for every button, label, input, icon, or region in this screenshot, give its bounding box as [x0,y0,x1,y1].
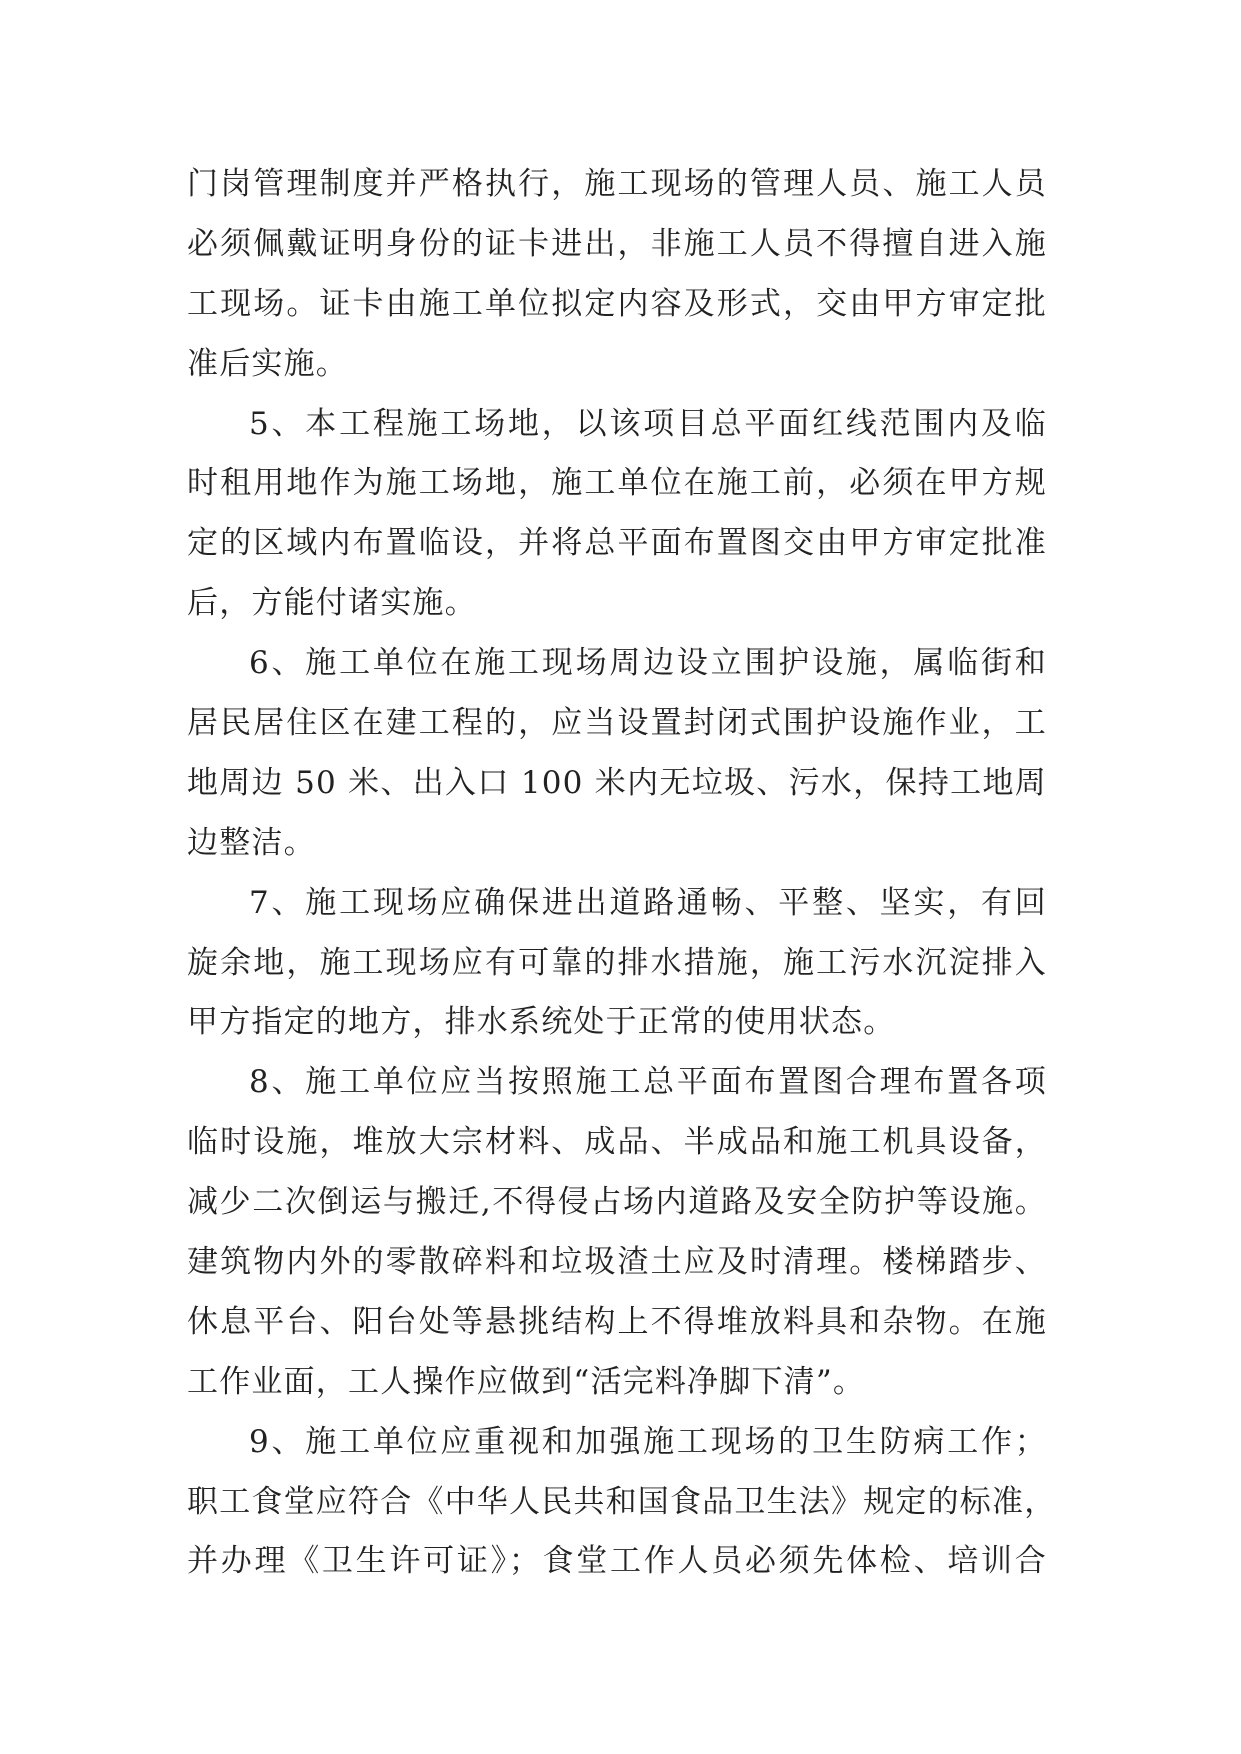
text-line: 后，方能付诸实施。 [187,585,477,622]
text-line: 边整洁。 [187,824,316,861]
text-line: 时租用地作为施工场地，施工单位在施工前，必须在甲方规 [187,465,1047,502]
text-line: 减少二次倒运与搬迁,不得侵占场内道路及安全防护等设施。 [187,1184,1047,1221]
text-line: 工作业面，工人操作应做到“活完料净脚下清”。 [187,1363,866,1400]
text-line: 甲方指定的地方，排水系统处于正常的使用状态。 [187,1004,896,1041]
text-line: 5、本工程施工场地，以该项目总平面红线范围内及临 [249,405,1047,442]
text-line: 并办理《卫生许可证》；食堂工作人员必须先体检、培训合 [187,1543,1047,1580]
text-line: 8、施工单位应当按照施工总平面布置图合理布置各项 [249,1064,1047,1101]
text-line: 地周边 50 米、出入口 100 米内无垃圾、污水，保持工地周 [187,764,1047,801]
text-line: 7、施工现场应确保进出道路通畅、平整、坚实，有回 [249,884,1047,921]
text-line: 定的区域内布置临设，并将总平面布置图交由甲方审定批准 [187,525,1047,562]
text-line: 准后实施。 [187,345,348,382]
text-line: 6、施工单位在施工现场周边设立围护设施，属临街和 [249,645,1047,682]
body-text [187,155,1057,1592]
text-line: 必须佩戴证明身份的证卡进出，非施工人员不得擅自进入施 [187,225,1047,262]
text-line: 门岗管理制度并严格执行，施工现场的管理人员、施工人员 [187,166,1047,202]
text-line: 建筑物内外的零散碎料和垃圾渣土应及时清理。楼梯踏步、 [187,1244,1047,1281]
text-line: 临时设施，堆放大宗材料、成品、半成品和施工机具设备， [187,1124,1047,1161]
text-line: 工现场。证卡由施工单位拟定内容及形式，交由甲方审定批 [187,285,1047,322]
text-line: 旋余地，施工现场应有可靠的排水措施，施工污水沉淀排入 [187,944,1047,981]
text-line: 休息平台、阳台处等悬挑结构上不得堆放料具和杂物。在施 [187,1303,1047,1340]
text-line: 职工食堂应符合《中华人民共和国食品卫生法》规定的标准， [187,1483,1057,1520]
text-line: 居民居住区在建工程的，应当设置封闭式围护设施作业，工 [187,705,1047,742]
text-line: 9、施工单位应重视和加强施工现场的卫生防病工作； [249,1423,1047,1460]
